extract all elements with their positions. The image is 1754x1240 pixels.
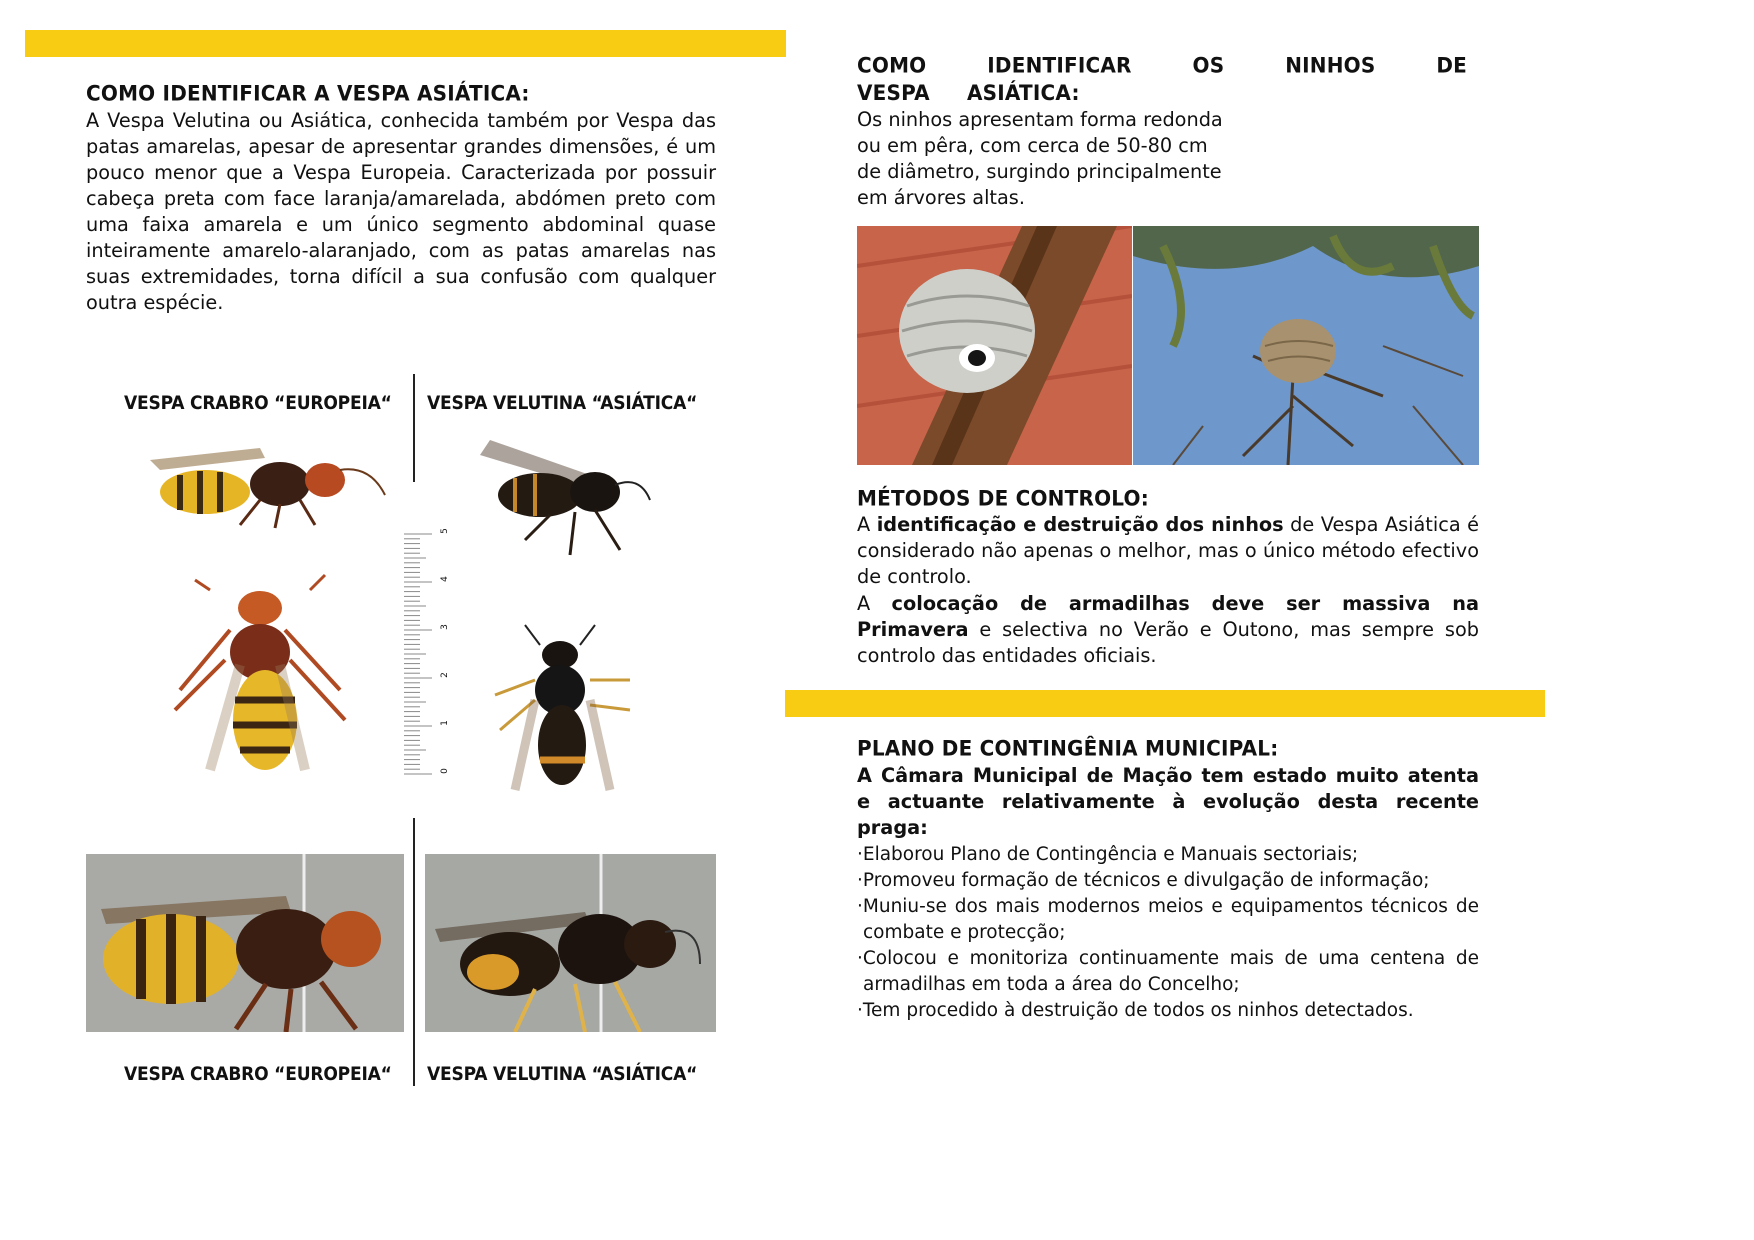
- methods-p1-start: A: [857, 513, 877, 536]
- ruler-tick-2: 2: [439, 672, 450, 678]
- asian-hornet-side-image: [470, 430, 660, 565]
- nest-in-tree-photo: [1133, 226, 1479, 465]
- top-left-yellow-bar: [25, 30, 786, 57]
- plan-item-4: ·Colocou e monitoriza continuamente mais de uma centena de armadilhas em toda a área do Concelho;: [857, 948, 1479, 995]
- ruler-tick-0: 0: [439, 768, 450, 774]
- divider-top: [413, 374, 415, 482]
- middle-right-yellow-bar: [785, 690, 1545, 717]
- label-european-top: VESPA CRABRO “EUROPEIA“: [124, 392, 392, 414]
- ruler-tick-1: 1: [439, 720, 450, 726]
- methods-p2-end: e selectiva no Verão e Outono, mas sempre sob controlo das entidades oficiais.: [857, 618, 1479, 667]
- nests-text-line-3: de diâmetro, surgindo principalmente: [857, 160, 1222, 183]
- nests-text: [857, 107, 1223, 211]
- european-hornet-top-image: [170, 570, 350, 780]
- european-hornet-side-image: [140, 440, 390, 530]
- methods-p1-bold: identificação e destruição dos ninhos: [876, 513, 1284, 536]
- methods-heading: MÉTODOS DE CONTROLO:: [857, 485, 1149, 511]
- ruler-tick-5: 5: [439, 528, 450, 534]
- label-asian-bottom: VESPA VELUTINA “ASIÁTICA“: [427, 1063, 698, 1085]
- nest-on-wall-photo: [857, 226, 1132, 465]
- european-hornet-photo: [86, 854, 404, 1032]
- methods-p1-end: de Vespa Asiática é considerado não apenas o melhor, mas o único método efectivo de controlo.: [857, 513, 1479, 588]
- plan-item-5: ·Tem procedido à destruição de todos os ninhos detectados.: [857, 1000, 1414, 1021]
- ruler-tick-3: 3: [439, 624, 450, 630]
- left-paragraph: A Vespa Velutina ou Asiática, conhecida também por Vespa das patas amarelas, apesar de apresentar grandes dimensões, é um pouco menor que a Vespa Europeia. Caracterizada por possuir cabeça preta com face laranja/amarelada, abdómen preto com uma faixa amarela e um único segmento abdominal quase inteiramente amarelo-alaranjado, com as patas amarelas nas suas extremidades, torna difícil a sua confusão com qualquer outra espécie.: [86, 109, 716, 314]
- left-heading: COMO IDENTIFICAR A VESPA ASIÁTICA:: [86, 80, 530, 106]
- methods-p2-start: A: [857, 592, 892, 615]
- methods-paragraph-1: [857, 512, 1479, 590]
- label-asian-top: VESPA VELUTINA “ASIÁTICA“: [427, 392, 698, 414]
- nests-text-line-2: ou em pêra, com cerca de 50-80 cm: [857, 134, 1208, 157]
- nests-heading: COMO IDENTIFICAR OS NINHOS DE VESPA ASIÁTICA:: [857, 52, 1467, 106]
- plan-item-2: ·Promoveu formação de técnicos e divulgação de informação;: [857, 870, 1430, 891]
- asian-hornet-top-image: [490, 620, 640, 800]
- measurement-ruler: [402, 520, 460, 780]
- plan-heading: PLANO DE CONTINGÊNIA MUNICIPAL:: [857, 735, 1279, 761]
- nests-text-line-4: em árvores altas.: [857, 186, 1025, 209]
- plan-intro: A Câmara Municipal de Mação tem estado muito atenta e actuante relativamente à evolução desta recente praga:: [857, 764, 1479, 839]
- plan-item-3: ·Muniu-se dos mais modernos meios e equipamentos técnicos de combate e protecção;: [857, 896, 1479, 943]
- nests-text-line-1: Os ninhos apresentam forma redonda: [857, 108, 1223, 131]
- plan-item-1: ·Elaborou Plano de Contingência e Manuais sectoriais;: [857, 844, 1359, 865]
- methods-p2-bold: colocação de armadilhas deve ser massiva na Primavera: [857, 592, 1479, 641]
- divider-bottom: [413, 818, 415, 1086]
- methods-paragraph-2: [857, 591, 1479, 669]
- ruler-scale-graphic: [402, 520, 460, 780]
- plan-list: [857, 842, 1479, 1024]
- label-european-bottom: VESPA CRABRO “EUROPEIA“: [124, 1063, 392, 1085]
- asian-hornet-photo: [425, 854, 716, 1032]
- ruler-tick-4: 4: [439, 576, 450, 582]
